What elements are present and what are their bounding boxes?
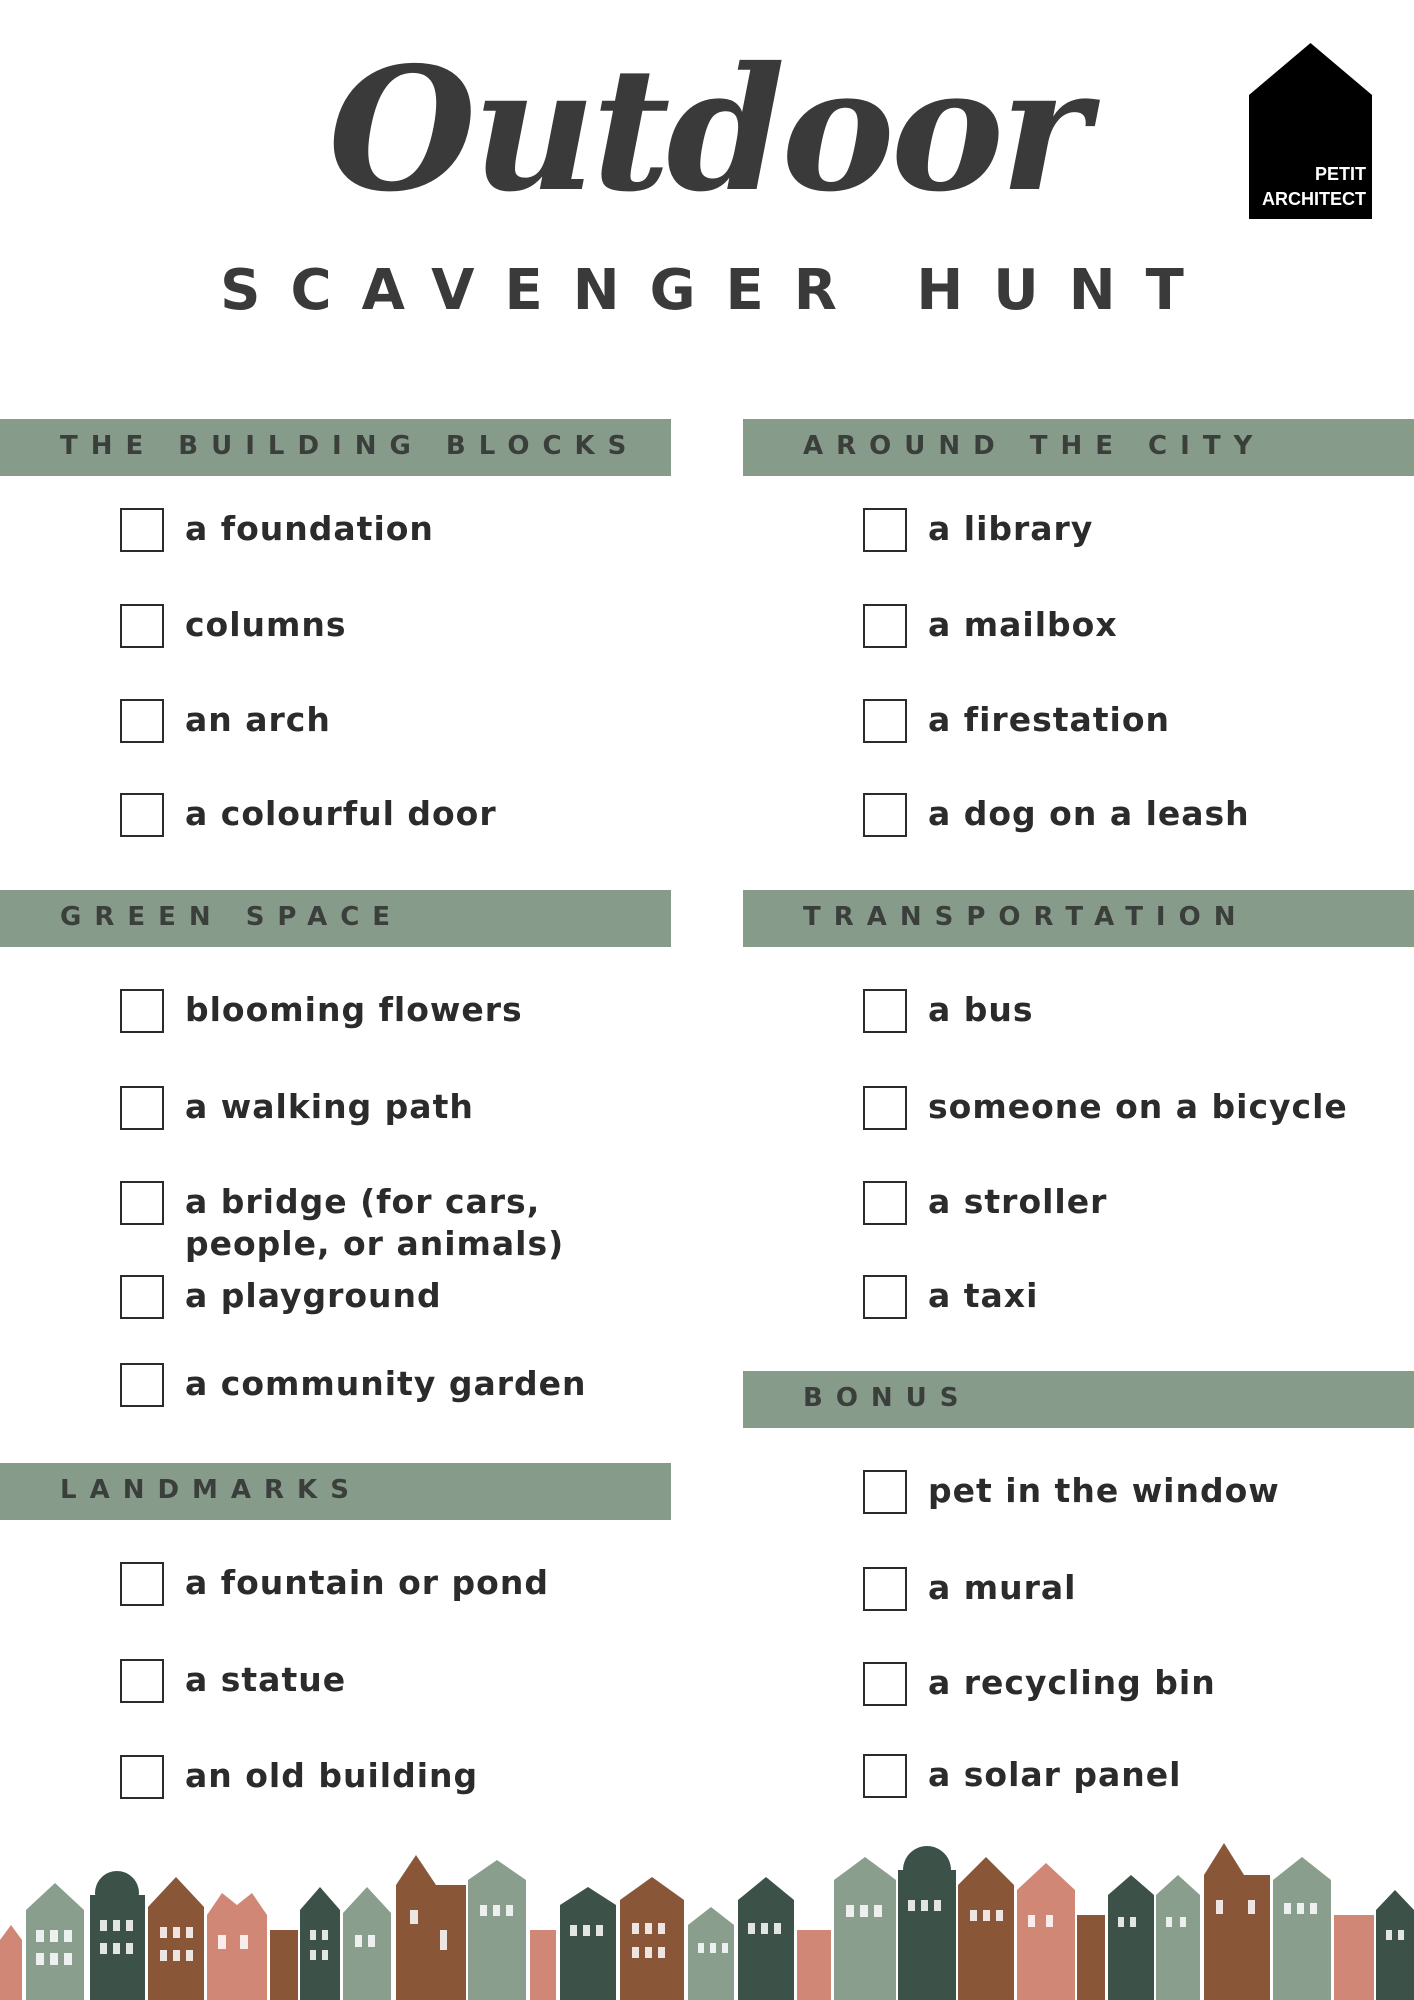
item-label: a taxi — [928, 1276, 1039, 1315]
item-label: a foundation — [185, 509, 434, 548]
section-header-green-space — [0, 890, 671, 947]
checkbox[interactable] — [863, 1567, 907, 1611]
section-header-landmarks — [0, 1463, 671, 1520]
page-title: Outdoor — [328, 30, 1086, 230]
checkbox[interactable] — [120, 699, 164, 743]
item-label: a colourful door — [185, 794, 497, 833]
item-label: a community garden — [185, 1364, 587, 1403]
checkbox[interactable] — [120, 1275, 164, 1319]
item-label: an arch — [185, 700, 331, 739]
section-header-transportation — [743, 890, 1414, 947]
checkbox[interactable] — [863, 793, 907, 837]
item-label: a bridge (for cars, — [185, 1182, 541, 1221]
skyline-buildings — [0, 1843, 1414, 2000]
item-label: a mural — [928, 1568, 1077, 1607]
checkbox[interactable] — [863, 1275, 907, 1319]
checkbox[interactable] — [863, 699, 907, 743]
section-header-bonus — [743, 1371, 1414, 1428]
checkbox[interactable] — [120, 508, 164, 552]
checkbox[interactable] — [863, 1470, 907, 1514]
item-label-continued: people, or animals) — [185, 1224, 565, 1263]
section-header-building-blocks — [0, 419, 671, 476]
checkbox[interactable] — [120, 1755, 164, 1799]
checkbox[interactable] — [863, 1086, 907, 1130]
section-header-around-the-city — [743, 419, 1414, 476]
item-label: a mailbox — [928, 605, 1118, 644]
section-title: AROUND THE CITY — [803, 431, 1266, 461]
checkbox[interactable] — [120, 989, 164, 1033]
petit-architect-logo — [1249, 43, 1372, 219]
checkbox[interactable] — [120, 1086, 164, 1130]
checkbox[interactable] — [863, 1181, 907, 1225]
item-label: columns — [185, 605, 347, 644]
section-title: BONUS — [803, 1383, 972, 1413]
checkbox[interactable] — [120, 1363, 164, 1407]
item-label: a firestation — [928, 700, 1171, 739]
item-label: a stroller — [928, 1182, 1108, 1221]
checkbox[interactable] — [863, 604, 907, 648]
item-label: a recycling bin — [928, 1663, 1216, 1702]
section-title: TRANSPORTATION — [803, 902, 1249, 932]
item-label: a solar panel — [928, 1755, 1182, 1794]
item-label: pet in the window — [928, 1471, 1280, 1510]
city-skyline-illustration — [0, 1835, 1414, 2000]
checkbox[interactable] — [120, 793, 164, 837]
checkbox[interactable] — [863, 1754, 907, 1798]
checkbox[interactable] — [863, 508, 907, 552]
checkbox[interactable] — [120, 1562, 164, 1606]
checkbox[interactable] — [120, 1659, 164, 1703]
section-title: LANDMARKS — [60, 1475, 362, 1505]
checkbox[interactable] — [120, 604, 164, 648]
item-label: an old building — [185, 1756, 479, 1795]
item-label: a library — [928, 509, 1094, 548]
item-label: a statue — [185, 1660, 347, 1699]
section-title: GREEN SPACE — [60, 902, 404, 932]
section-title: THE BUILDING BLOCKS — [60, 431, 640, 461]
logo-text — [1262, 162, 1366, 212]
page-subtitle: SCAVENGER HUNT — [220, 258, 1214, 323]
item-label: a dog on a leash — [928, 794, 1250, 833]
item-label: blooming flowers — [185, 990, 523, 1029]
checkbox[interactable] — [863, 1662, 907, 1706]
item-label: someone on a bicycle — [928, 1087, 1348, 1126]
item-label: a fountain or pond — [185, 1563, 549, 1602]
logo-line-1: PETIT — [1314, 164, 1366, 184]
item-label: a walking path — [185, 1087, 474, 1126]
checkbox[interactable] — [863, 989, 907, 1033]
item-label: a bus — [928, 990, 1034, 1029]
logo-line-2: ARCHITECT — [1262, 189, 1366, 209]
item-label: a playground — [185, 1276, 442, 1315]
checkbox[interactable] — [120, 1181, 164, 1225]
